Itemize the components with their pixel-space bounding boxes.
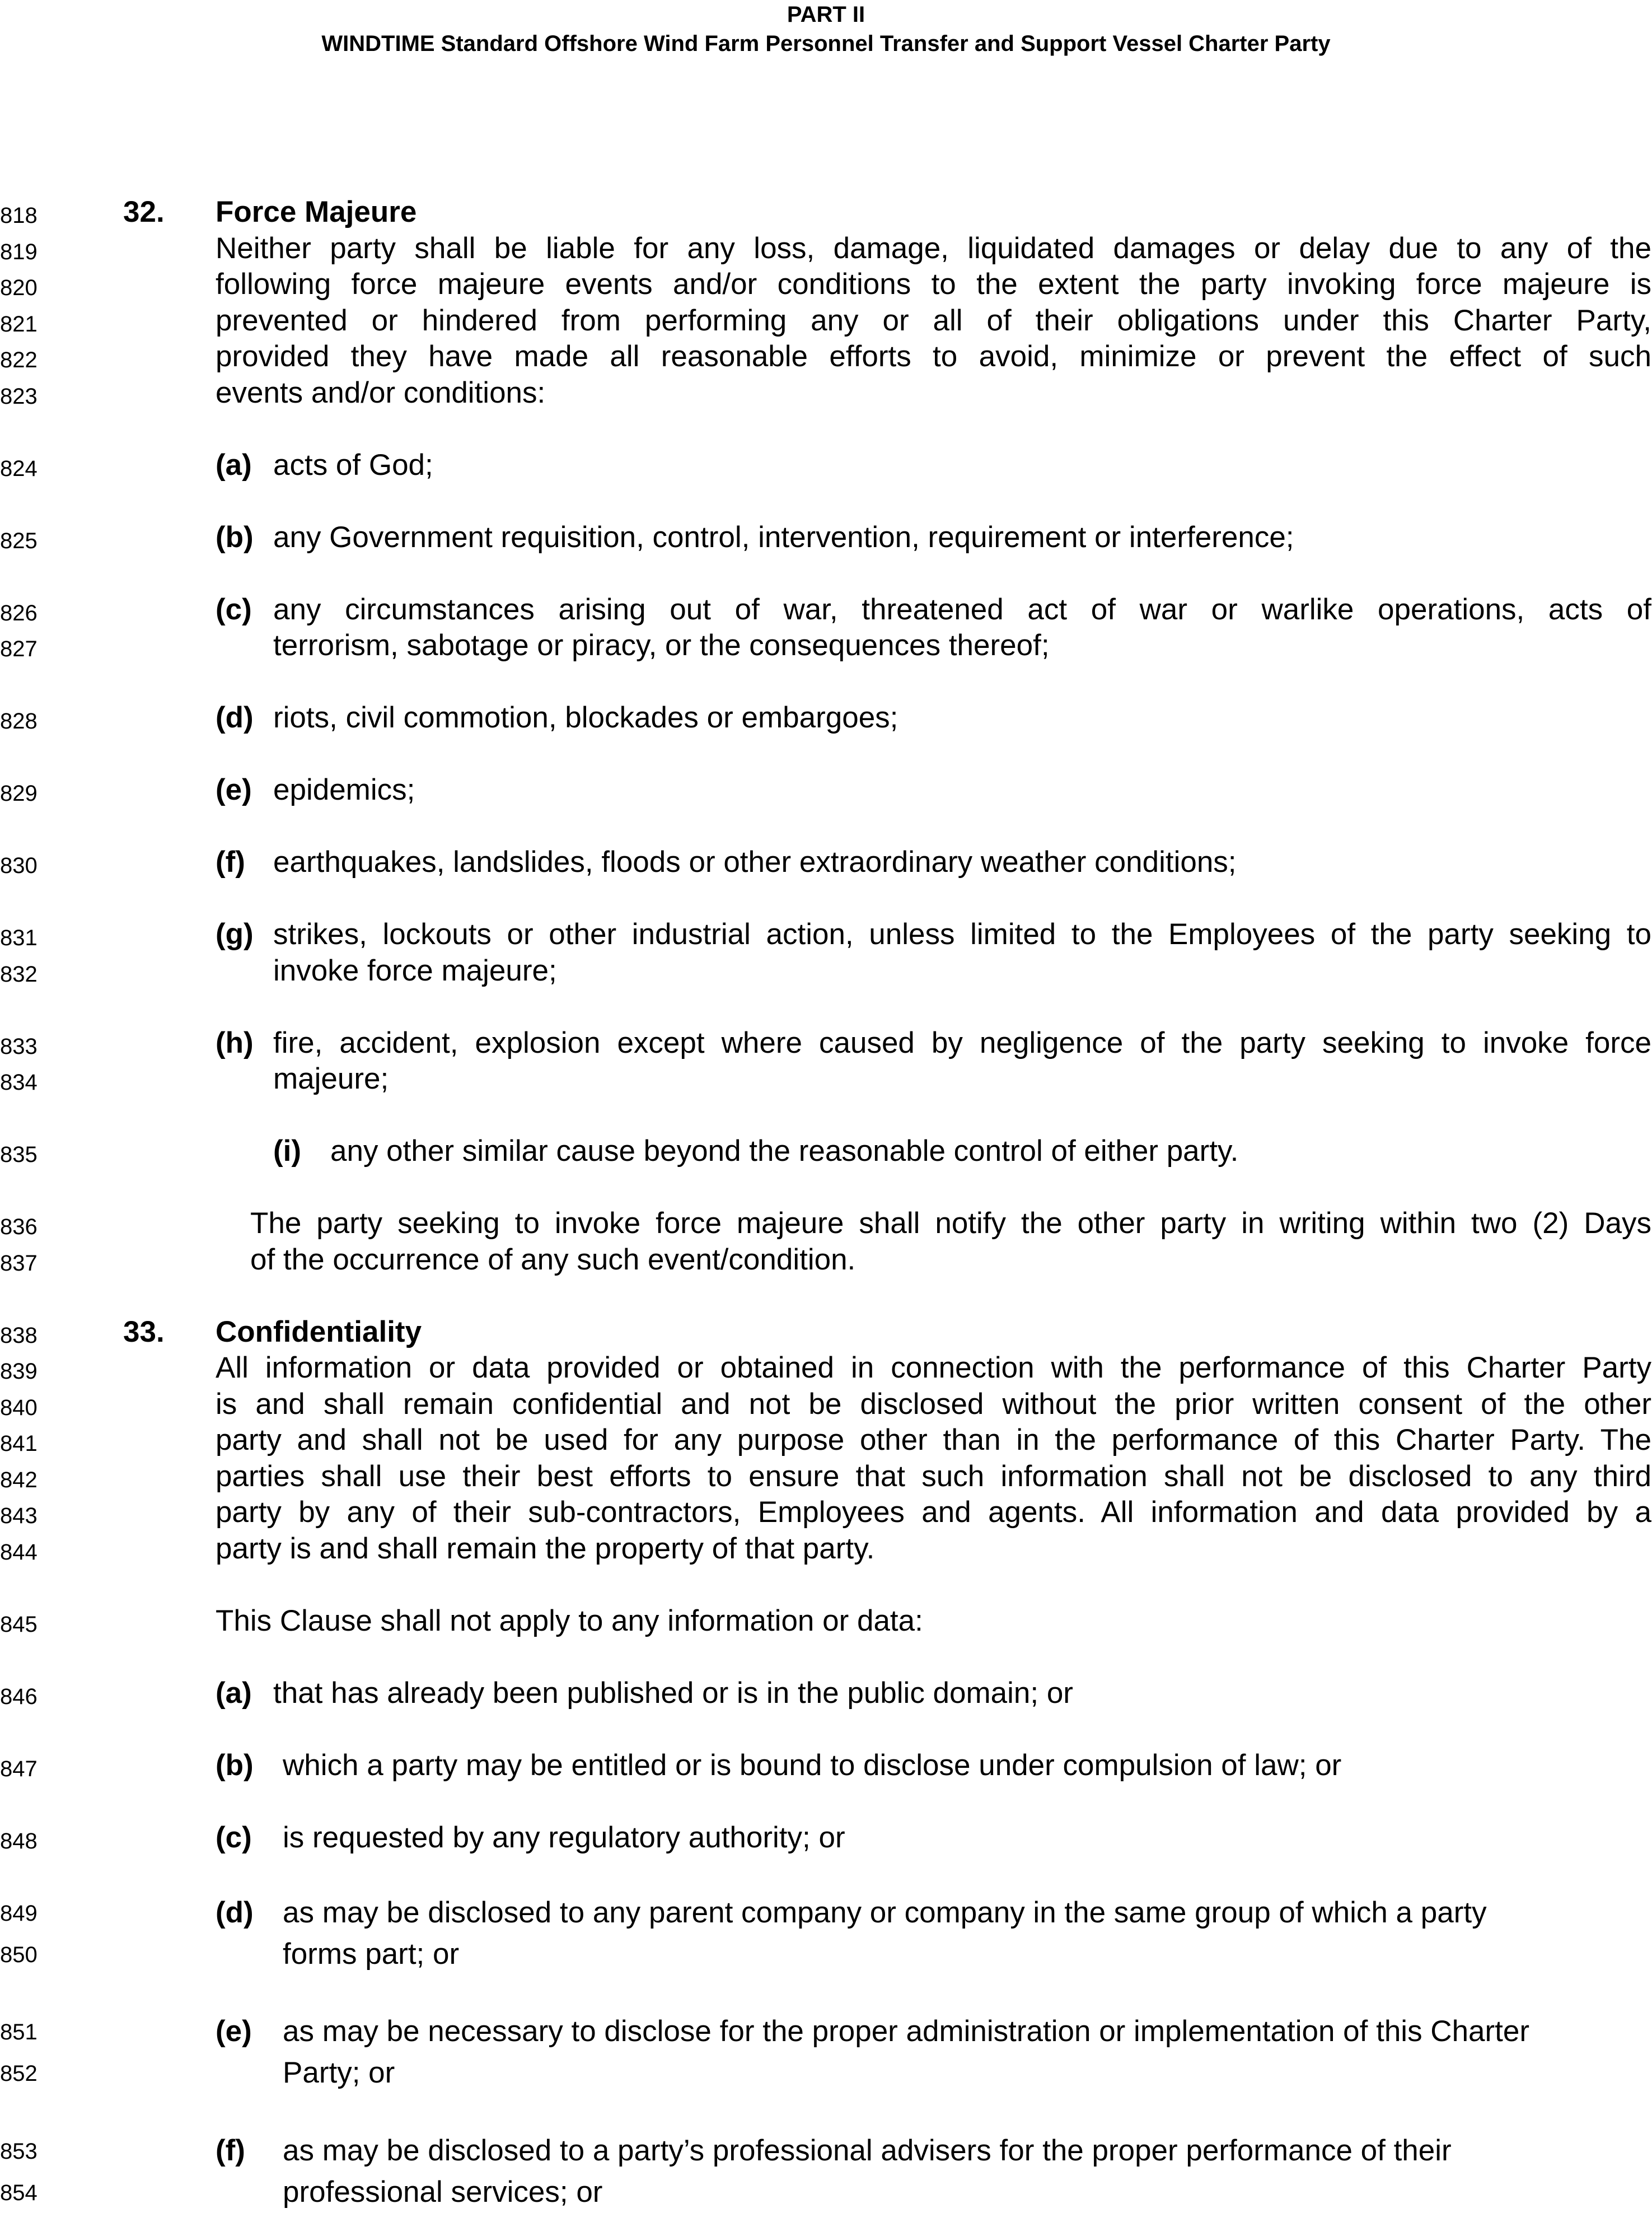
line-number: 831 bbox=[0, 926, 38, 950]
line-number: 849 bbox=[0, 1901, 38, 1926]
line-number: 845 bbox=[0, 1612, 38, 1637]
document-line bbox=[0, 1061, 1652, 1098]
item-text: any circumstances arising out of war, threatened act of war or warlike operations, acts of bbox=[273, 592, 1651, 626]
document-line bbox=[0, 1820, 1652, 1856]
item-label: (a) bbox=[216, 448, 252, 482]
item-text: as may be necessary to disclose for the proper administration or implementation of this Charter bbox=[283, 2015, 1530, 2048]
part-label: PART II bbox=[787, 2, 865, 27]
line-number: 836 bbox=[0, 1215, 38, 1239]
document-line bbox=[0, 628, 1652, 664]
document-line bbox=[0, 1892, 1652, 1934]
line-number: 819 bbox=[0, 239, 38, 264]
document-line bbox=[0, 844, 1652, 881]
line-number: 854 bbox=[0, 2180, 38, 2205]
item-text: riots, civil commotion, blockades or embargoes; bbox=[273, 701, 898, 734]
item-text: earthquakes, landslides, floods or other extraordinary weather conditions; bbox=[273, 846, 1237, 879]
document-line bbox=[0, 1206, 1652, 1242]
document-line bbox=[0, 231, 1652, 267]
line-number: 846 bbox=[0, 1684, 38, 1709]
body-text: The party seeking to invoke force majeure shall notify the other party in writing within two (2) Days bbox=[250, 1207, 1651, 1240]
document-line bbox=[0, 1531, 1652, 1567]
item-label: (f) bbox=[216, 2133, 245, 2167]
body-text: of the occurrence of any such event/condition. bbox=[250, 1243, 856, 1276]
body-text: All information or data provided or obtained in connection with the performance of this Charter Party bbox=[216, 1351, 1651, 1384]
document-line bbox=[0, 1495, 1652, 1531]
document-line bbox=[0, 1603, 1652, 1640]
document-line bbox=[0, 1422, 1652, 1459]
document-line bbox=[0, 1242, 1652, 1278]
line-number: 833 bbox=[0, 1034, 38, 1059]
body-text: following force majeure events and/or conditions to the extent the party invoking force majeure is bbox=[216, 268, 1651, 301]
document-line bbox=[0, 1934, 1652, 1975]
line-number: 848 bbox=[0, 1828, 38, 1853]
line-number: 824 bbox=[0, 456, 38, 481]
line-number: 822 bbox=[0, 348, 38, 372]
body-text: parties shall use their best efforts to ensure that such information shall not be disclosed to any third bbox=[216, 1459, 1651, 1493]
line-number: 835 bbox=[0, 1142, 38, 1167]
document-line bbox=[0, 1314, 1652, 1351]
body-text: events and/or conditions: bbox=[216, 376, 546, 409]
item-text: is requested by any regulatory authority; or bbox=[283, 1820, 845, 1854]
clause-number: 32. bbox=[123, 195, 165, 228]
body-text: majeure; bbox=[273, 1062, 389, 1095]
document-line bbox=[0, 2011, 1652, 2052]
line-number: 818 bbox=[0, 203, 38, 228]
line-number: 830 bbox=[0, 853, 38, 878]
item-label: (e) bbox=[216, 2015, 252, 2048]
line-number: 840 bbox=[0, 1395, 38, 1420]
body-text: Party; or bbox=[283, 2056, 395, 2089]
line-number: 847 bbox=[0, 1756, 38, 1781]
document-line bbox=[0, 2130, 1652, 2172]
line-number: 820 bbox=[0, 276, 38, 300]
body-text: party by any of their sub-contractors, Employees and agents. All information and data provided by a bbox=[216, 1496, 1651, 1529]
body-text: provided they have made all reasonable efforts to avoid, minimize or prevent the effect of such bbox=[216, 340, 1651, 373]
clause-heading: Confidentiality bbox=[216, 1315, 422, 1348]
document-line bbox=[0, 194, 1652, 231]
line-number: 829 bbox=[0, 781, 38, 806]
item-label: (b) bbox=[216, 1748, 254, 1782]
body-text: This Clause shall not apply to any information or data: bbox=[216, 1604, 923, 1637]
item-text: any other similar cause beyond the reasonable control of either party. bbox=[330, 1134, 1239, 1168]
document-line bbox=[0, 1675, 1652, 1712]
item-label: (c) bbox=[216, 592, 252, 626]
document-line bbox=[0, 1025, 1652, 1062]
line-number: 853 bbox=[0, 2139, 38, 2164]
body-text: forms part; or bbox=[283, 1937, 460, 1971]
document-line bbox=[0, 1748, 1652, 1784]
line-number: 851 bbox=[0, 2020, 38, 2044]
body-text: Neither party shall be liable for any loss, damage, liquidated damages or delay due to any of the bbox=[216, 231, 1651, 265]
document-line bbox=[0, 267, 1652, 303]
item-label: (g) bbox=[216, 918, 254, 951]
item-label: (b) bbox=[216, 520, 254, 554]
document-line bbox=[0, 520, 1652, 556]
document-line bbox=[0, 1133, 1652, 1170]
line-number: 823 bbox=[0, 384, 38, 409]
document-line bbox=[0, 700, 1652, 736]
document-line bbox=[0, 1459, 1652, 1495]
item-text: that has already been published or is in the public domain; or bbox=[273, 1676, 1073, 1710]
item-label: (i) bbox=[273, 1134, 302, 1168]
item-label: (c) bbox=[216, 1820, 252, 1854]
item-label: (a) bbox=[216, 1676, 252, 1710]
line-number: 843 bbox=[0, 1504, 38, 1528]
document-line bbox=[0, 2052, 1652, 2094]
document-line bbox=[0, 953, 1652, 989]
line-number: 827 bbox=[0, 637, 38, 661]
document-line bbox=[0, 1386, 1652, 1423]
item-text: any Government requisition, control, intervention, requirement or interference; bbox=[273, 520, 1294, 554]
page-header bbox=[0, 0, 1652, 58]
item-label: (d) bbox=[216, 1895, 254, 1929]
body-text: is and shall remain confidential and not be disclosed without the prior written consent of the other bbox=[216, 1387, 1651, 1421]
line-number: 841 bbox=[0, 1431, 38, 1456]
line-number: 832 bbox=[0, 961, 38, 987]
line-number: 852 bbox=[0, 2061, 38, 2086]
item-label: (f) bbox=[216, 846, 245, 879]
line-number: 826 bbox=[0, 600, 38, 625]
item-text: as may be disclosed to a party’s professional advisers for the proper performance of their bbox=[283, 2133, 1452, 2167]
document-line bbox=[0, 917, 1652, 953]
item-text: as may be disclosed to any parent company or company in the same group of which a party bbox=[283, 1895, 1487, 1929]
line-number: 834 bbox=[0, 1070, 38, 1095]
line-number: 821 bbox=[0, 311, 38, 337]
body-text: professional services; or bbox=[283, 2175, 603, 2209]
line-number: 839 bbox=[0, 1359, 38, 1384]
body-text: party is and shall remain the property of that party. bbox=[216, 1532, 875, 1565]
document-body bbox=[0, 194, 1652, 2213]
document-line bbox=[0, 339, 1652, 375]
item-text: acts of God; bbox=[273, 448, 433, 482]
line-number: 842 bbox=[0, 1467, 38, 1492]
document-line bbox=[0, 1350, 1652, 1386]
item-label: (h) bbox=[216, 1026, 254, 1059]
clause-number: 33. bbox=[123, 1315, 165, 1348]
document-line bbox=[0, 303, 1652, 339]
line-number: 837 bbox=[0, 1250, 38, 1276]
line-number: 828 bbox=[0, 709, 38, 734]
item-text: strikes, lockouts or other industrial action, unless limited to the Employees of the party seeking to bbox=[273, 918, 1651, 951]
item-label: (e) bbox=[216, 773, 252, 806]
item-text: which a party may be entitled or is bound to disclose under compulsion of law; or bbox=[283, 1748, 1342, 1782]
body-text: terrorism, sabotage or piracy, or the consequences thereof; bbox=[273, 629, 1050, 662]
document-line bbox=[0, 447, 1652, 484]
body-text: party and shall not be used for any purpose other than in the performance of this Charter Party. The bbox=[216, 1423, 1651, 1456]
document-line bbox=[0, 2172, 1652, 2213]
item-label: (d) bbox=[216, 701, 254, 734]
document-title: WINDTIME Standard Offshore Wind Farm Personnel Transfer and Support Vessel Charter Party bbox=[321, 31, 1331, 56]
item-text: epidemics; bbox=[273, 773, 415, 806]
item-text: fire, accident, explosion except where caused by negligence of the party seeking to invoke force bbox=[273, 1026, 1651, 1059]
clause-heading: Force Majeure bbox=[216, 195, 417, 228]
line-number: 838 bbox=[0, 1323, 38, 1348]
document-line bbox=[0, 375, 1652, 412]
document-line bbox=[0, 772, 1652, 809]
line-number: 844 bbox=[0, 1539, 38, 1565]
document-line bbox=[0, 592, 1652, 628]
body-text: invoke force majeure; bbox=[273, 954, 557, 987]
line-number: 825 bbox=[0, 528, 38, 553]
line-number: 850 bbox=[0, 1942, 38, 1967]
body-text: prevented or hindered from performing any or all of their obligations under this Charter Party, bbox=[216, 304, 1651, 337]
